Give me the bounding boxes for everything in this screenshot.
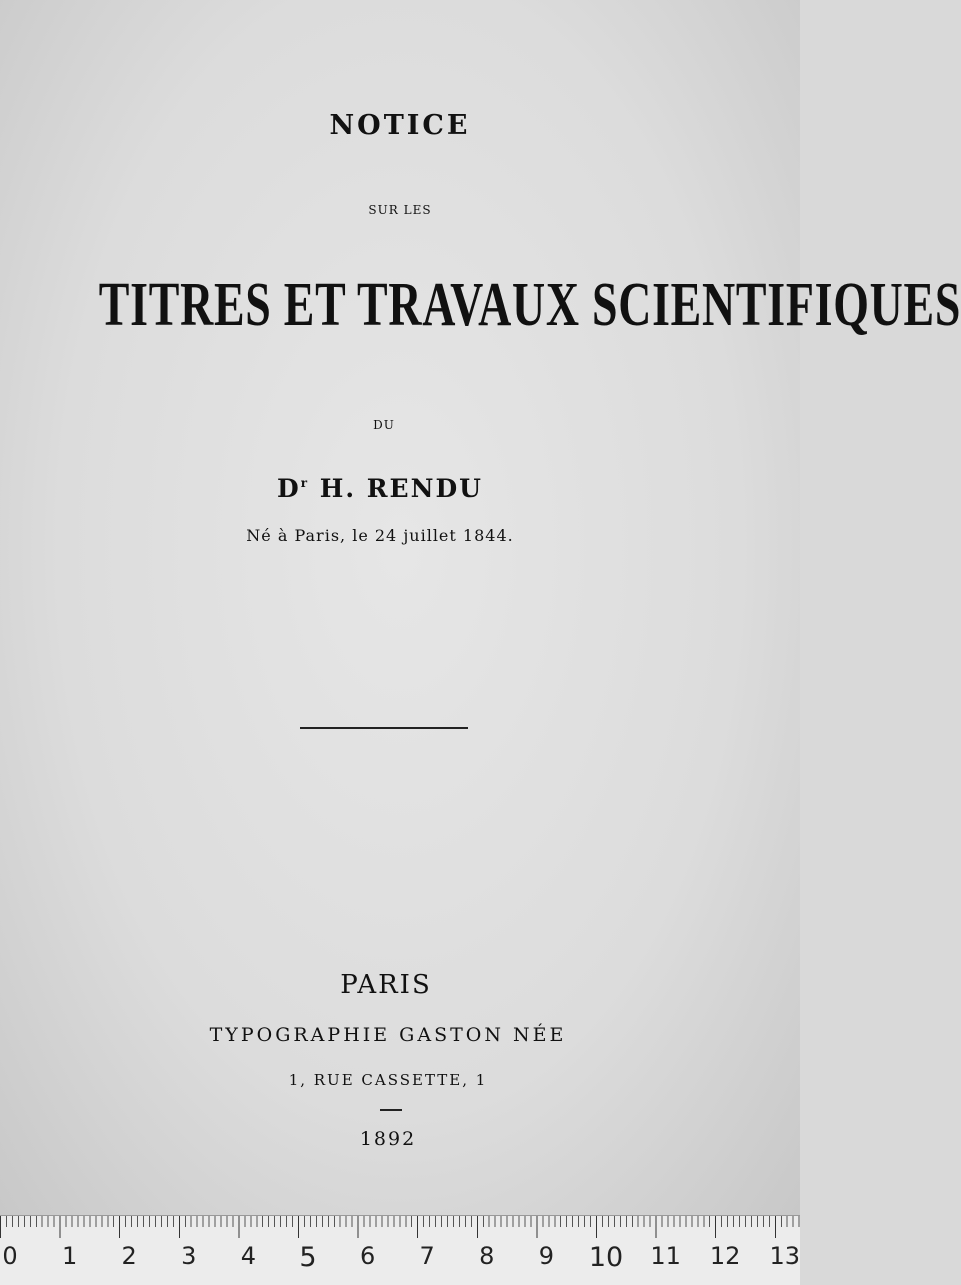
publication-city: PARIS xyxy=(340,970,432,1000)
birth-line: Né à Paris, le 24 juillet 1844. xyxy=(246,526,514,545)
ruler-label-13: 13 xyxy=(769,1242,801,1270)
ruler-label-5: 5 xyxy=(299,1242,317,1273)
ruler-label-12: 12 xyxy=(709,1242,741,1270)
ruler-label-9: 9 xyxy=(538,1242,555,1270)
ruler-label-6: 6 xyxy=(359,1242,376,1270)
divider-rule xyxy=(300,727,468,729)
ruler-label-0: 0 xyxy=(2,1242,18,1270)
ruler-label-3: 3 xyxy=(181,1242,197,1270)
printer-address: 1, RUE CASSETTE, 1 xyxy=(288,1071,488,1089)
ruler-label-2: 2 xyxy=(121,1242,137,1270)
printer-name: TYPOGRAPHIE GASTON NÉE xyxy=(209,1024,567,1046)
ruler-label-8: 8 xyxy=(479,1242,495,1270)
du-text: DU xyxy=(373,418,395,432)
sur-les-text: SUR LES xyxy=(368,203,432,217)
ruler-label-1: 1 xyxy=(61,1242,78,1270)
author-sup: r xyxy=(300,476,310,490)
ruler-label-7: 7 xyxy=(419,1242,435,1270)
ruler-label-10: 10 xyxy=(588,1242,624,1273)
author-surname: H. RENDU xyxy=(309,474,483,503)
publication-year: 1892 xyxy=(359,1128,417,1150)
ruler-ticks xyxy=(0,1216,800,1238)
notice-heading: NOTICE xyxy=(329,110,471,141)
author-name xyxy=(0,474,780,503)
short-divider xyxy=(380,1109,402,1111)
ruler-label-11: 11 xyxy=(650,1242,681,1270)
ruler-label-4: 4 xyxy=(240,1242,257,1270)
document-title: TITRES ET TRAVAUX SCIENTIFIQUES xyxy=(98,271,961,339)
measurement-ruler xyxy=(0,1215,800,1285)
author-prefix: D xyxy=(277,474,301,503)
